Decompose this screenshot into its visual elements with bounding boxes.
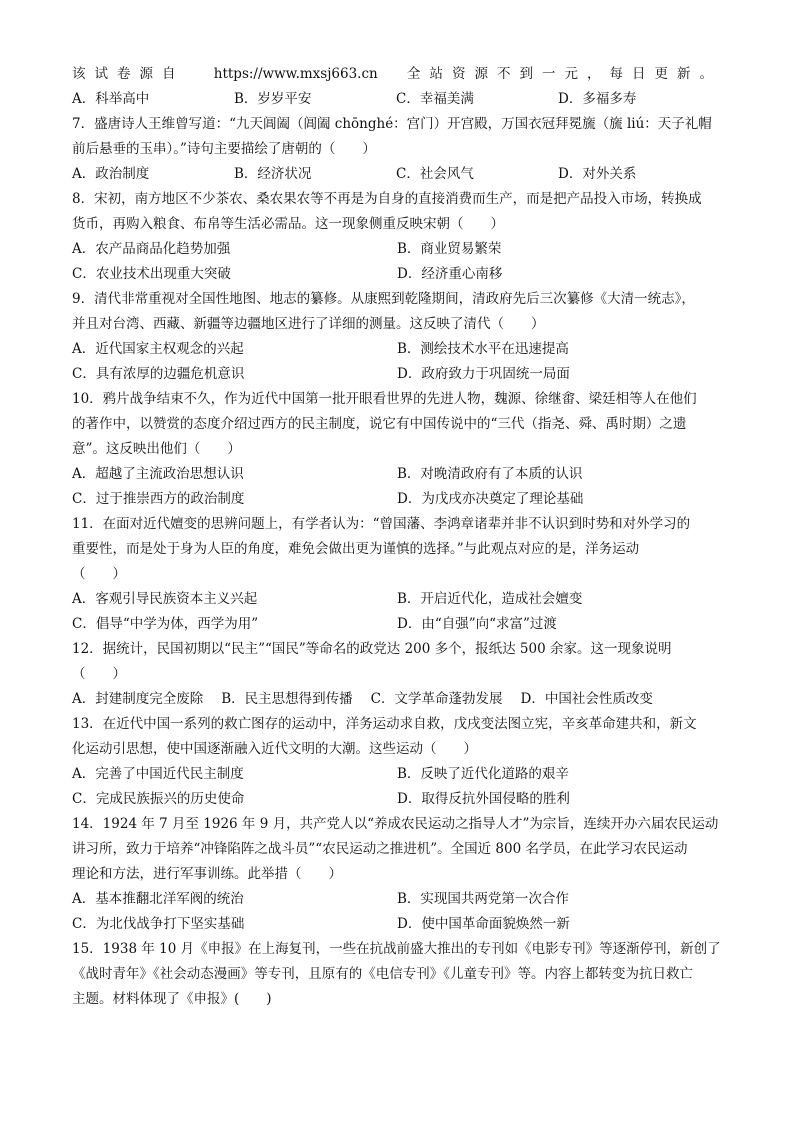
q14-option-a: A．基本推翻北洋军阀的统治	[72, 891, 244, 907]
q12-option-c: C．文学革命蓬勃发展	[370, 691, 503, 707]
q8-options-row1	[72, 237, 722, 262]
q14-stem-line1: 14．1924 年 7 月至 1926 年 9 月，共产党人以“养成农民运动之指导人才”为宗旨，连续开办六届农民运动	[72, 816, 719, 832]
q11-options-row2	[72, 612, 722, 637]
q9-stem-line2: 并且对台湾、西藏、新疆等边疆地区进行了详细的测量。这反映了清代（ ）	[72, 316, 545, 332]
q8-options-row2	[72, 262, 722, 287]
exam-page	[72, 62, 722, 1012]
q7-option-d: D．对外关系	[558, 166, 637, 182]
q6-option-d: D．多福多寿	[558, 91, 637, 107]
q11-option-b: B．开启近代化，造成社会嬗变	[397, 591, 583, 607]
q12-option-a: A．封建制度完全废除	[72, 691, 204, 707]
q8-option-d: D．经济重心南移	[397, 266, 503, 282]
q9-stem-line1: 9．清代非常重视对全国性地图、地志的纂修。从康熙到乾隆期间，清政府先后三次纂修《大清一统志》，	[72, 291, 695, 307]
q13-option-a: A．完善了中国近代民主制度	[72, 766, 244, 782]
q15-stem-line3: 主题。材料体现了《申报》( )	[72, 991, 272, 1007]
q13-stem-line1: 13．在近代中国一系列的救亡图存的运动中，洋务运动求自救，戊戌变法图立宪，辛亥革命建共和，新文	[72, 716, 697, 732]
q9-option-c: C．具有浓厚的边疆危机意识	[72, 366, 245, 382]
q10-stem-line3: 意”。这反映出他们（ ）	[72, 441, 241, 457]
q14-option-c: C．为北伐战争打下坚实基础	[72, 916, 245, 932]
q13-options-row1	[72, 762, 722, 787]
q13-stem-line2: 化运动引思想，使中国逐渐融入近代文明的大潮。这些运动（ ）	[72, 741, 477, 757]
q15-stem-line1: 15．1938 年 10 月《申报》在上海复刊，一些在抗战前盛大推出的专刊如《电影专刊》等逐渐停刊，新创了	[72, 941, 721, 957]
q6-option-c: C．幸福美满	[396, 91, 474, 107]
q14-options-row1	[72, 887, 722, 912]
q12-stem-line2: （ ）	[72, 666, 126, 682]
q6-options	[72, 87, 722, 112]
q11-option-a: A．客观引导民族资本主义兴起	[72, 591, 258, 607]
q13-option-d: D．取得反抗外国侵略的胜利	[397, 791, 570, 807]
q10-option-c: C．过于推崇西方的政治制度	[72, 491, 245, 507]
q13-options-row2	[72, 787, 722, 812]
q7-option-c: C．社会风气	[396, 166, 474, 182]
q11-options-row1	[72, 587, 722, 612]
q7-stem-line1: 7．盛唐诗人王维曾写道：“九天阊阖（阊阖 chōnghé：宫门）开宫殿，万国衣冠拜冕旒（旒 liú：天子礼帽	[72, 116, 712, 132]
q9-option-b: B．测绘技术水平在迅速提高	[397, 341, 569, 357]
q10-option-a: A．超越了主流政治思想认识	[72, 466, 244, 482]
q7-option-a: A．政治制度	[72, 166, 150, 182]
q11-stem-line1: 11．在面对近代嬗变的思辨问题上，有学者认为：“曾国藩、李鸿章诸辈并非不认识到时势和对外学习的	[72, 516, 691, 532]
header-slogan: 全站资源不到一元，每日更新。	[407, 66, 722, 82]
q12-option-d: D．中国社会性质改变	[520, 691, 653, 707]
q14-option-d: D．使中国革命面貌焕然一新	[397, 916, 570, 932]
q12-stem-line1: 12．据统计，民国初期以“民主”“国民”等命名的政党达 200 多个，报纸达 500 余家。这一现象说明	[72, 641, 672, 657]
q10-stem-line2: 的著作中，以赞赏的态度介绍过西方的民主制度，说它有中国传说中的“三代（指尧、舜、禹时期）之遗	[72, 416, 687, 432]
q9-option-d: D．政府致力于巩固统一局面	[397, 366, 570, 382]
q12-options	[72, 687, 722, 712]
q10-stem-line1: 10．鸦片战争结束不久，作为近代中国第一批开眼看世界的先进人物，魏源、徐继畬、梁廷相等人在他们	[72, 391, 697, 407]
q8-option-c: C．农业技术出现重大突破	[72, 266, 231, 282]
q13-option-c: C．完成民族振兴的历史使命	[72, 791, 245, 807]
q10-option-b: B．对晚清政府有了本质的认识	[397, 466, 583, 482]
q14-options-row2	[72, 912, 722, 937]
q8-stem-line1: 8．宋初，南方地区不少茶农、桑农果农等不再是为自身的直接消费而生产，而是把产品投入市场，转换成	[72, 191, 702, 207]
q11-option-d: D．由“自强”向“求富”过渡	[397, 616, 557, 632]
q10-options-row2	[72, 487, 722, 512]
header-source-text: 该试卷源自	[72, 66, 185, 82]
q12-option-b: B．民主思想得到传播	[221, 691, 353, 707]
q7-options	[72, 162, 722, 187]
q6-option-a: A．科举高中	[72, 91, 150, 107]
q15-stem-line2: 《战时青年》《社会动态漫画》等专刊，且原有的《电信专刊》《儿童专刊》等。内容上都转变为抗日救亡	[72, 966, 693, 982]
q11-stem-line2: 重要性，而是处于身为人臣的角度，难免会做出更为谨慎的选择。”与此观点对应的是，洋务运动	[72, 541, 640, 557]
q11-stem-line3: （ ）	[72, 566, 126, 582]
q13-option-b: B．反映了近代化道路的艰辛	[397, 766, 569, 782]
q7-option-b: B．经济状况	[234, 166, 312, 182]
q14-stem-line3: 理论和方法，进行军事训练。此举措（ ）	[72, 866, 342, 882]
header-url[interactable]: https://www.mxsj663.cn	[213, 66, 378, 82]
q10-option-d: D．为戊戌亦决奠定了理论基础	[397, 491, 584, 507]
q9-options-row1	[72, 337, 722, 362]
q9-options-row2	[72, 362, 722, 387]
q9-option-a: A．近代国家主权观念的兴起	[72, 341, 244, 357]
q8-option-b: B．商业贸易繁荣	[397, 241, 502, 257]
q8-option-a: A．农产品商品化趋势加强	[72, 241, 231, 257]
q7-stem-line2: 前后悬垂的玉串）。”诗句主要描绘了唐朝的（ ）	[72, 141, 376, 157]
q6-option-b: B．岁岁平安	[234, 91, 312, 107]
page-header	[72, 62, 722, 87]
q11-option-c: C．倡导“中学为体，西学为用”	[72, 616, 259, 632]
q14-option-b: B．实现国共两党第一次合作	[397, 891, 569, 907]
q14-stem-line2: 讲习所，致力于培养“冲锋陷阵之战斗员”“农民运动之推进机”。全国近 800 名学员，在此学习农民运动	[72, 841, 688, 857]
q10-options-row1	[72, 462, 722, 487]
q8-stem-line2: 货币，再购入粮食、布帛等生活必需品。这一现象侧重反映宋朝（ ）	[72, 216, 504, 232]
